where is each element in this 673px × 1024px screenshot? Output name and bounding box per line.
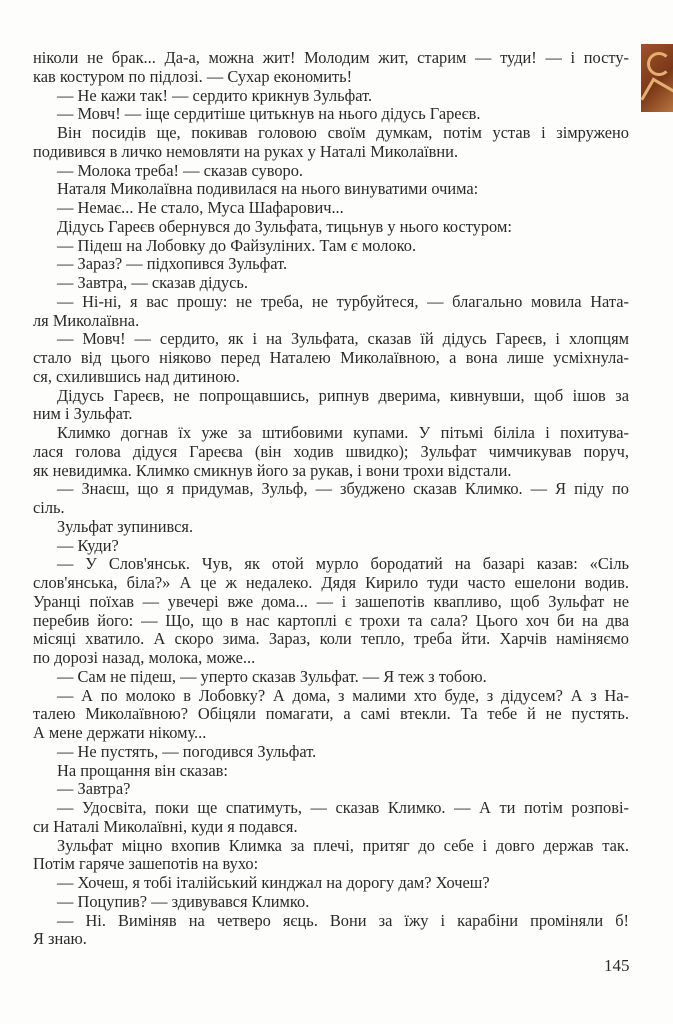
text-line: сіль.	[33, 498, 65, 517]
paragraph	[33, 762, 629, 781]
paragraph	[33, 912, 629, 950]
text-line: — Хочеш, я тобі італійський кинджал на дорогу дам? Хочеш?	[57, 873, 490, 892]
paragraph	[33, 124, 629, 162]
paragraph	[33, 387, 629, 425]
text-line: Зульфат міцно вхопив Климка за плечі, притяг до себе і довго держав так.	[57, 835, 629, 855]
paragraph	[33, 105, 629, 124]
text-line: — Ні-ні, я вас прошу: не треба, не турбуйтеся, — благально мовила Ната-	[57, 291, 629, 311]
text-line: На прощання він сказав:	[57, 760, 228, 780]
paragraph	[33, 837, 629, 875]
paragraph	[33, 799, 629, 837]
page-number: 145	[604, 956, 630, 975]
paragraph	[33, 687, 629, 743]
text-line: талею Миколаївною? Обіцяли помагати, а самі втекли. Та тебе й не пустять.	[33, 704, 629, 724]
text-line: — Мовч! — іще сердитіше цитькнув на нього дідусь Гареєв.	[57, 104, 481, 124]
text-line: кав костуром по підлозі. — Сухар економить!	[33, 66, 353, 86]
text-line: ля Миколаївна.	[33, 310, 140, 330]
text-line: — У Слов'янськ. Чув, як отой мурло бородатий на базарі казав: «Сіль	[57, 554, 629, 574]
paragraph	[33, 893, 629, 912]
text-line: — Удосвіта, поки ще спатимуть, — сказав Климко. — А ти потім розпові-	[57, 798, 629, 817]
paragraph	[33, 218, 629, 237]
paragraph	[33, 49, 629, 87]
text-line: стало від цього ніяково перед Наталею Миколаївною, а вона лише усміхнула-	[33, 348, 629, 367]
text-line: Климко догнав їх уже за штибовими купами. У пітьмі біліла і похитува-	[57, 423, 629, 442]
text-line: Уранці поїхав — увечері вже дома... — і зашепотів квапливо, щоб Зульфат не	[33, 591, 629, 611]
text-line: ся, схилившись над дитиною.	[33, 366, 240, 386]
text-line: — Знаєш, що я придумав, Зульф, — збуджено сказав Климко. — Я піду по	[57, 479, 629, 499]
paragraph	[33, 780, 629, 799]
text-line: Я знаю.	[33, 929, 87, 949]
text-line: — Підеш на Лобовку до Файзуліних. Там є молоко.	[57, 235, 417, 255]
text-line: — Ні. Виміняв на четверо яєць. Вони за їжу і карабіни проміняли б!	[57, 910, 629, 930]
paragraph	[33, 518, 629, 537]
text-line: місяці хватило. А скоро зима. Зараз, коли тепло, треба йти. Харчів наміняємо	[33, 629, 629, 649]
text-line: ним і Зульфат.	[33, 404, 133, 424]
text-line: Потім гаряче зашепотів на вухо:	[33, 854, 259, 874]
text-line: — Завтра, — сказав дідусь.	[57, 273, 248, 292]
paragraph	[33, 874, 629, 893]
paragraph	[33, 293, 629, 331]
text-line: ніколи не брак... Да-а, можна жит! Молодим жит, старим — туди! — і посту-	[33, 48, 629, 67]
paragraph	[33, 480, 629, 518]
paragraph	[33, 743, 629, 762]
text-line: як невидимка. Климко смикнув його за рукав, і вони трохи відстали.	[33, 460, 512, 480]
text-line: си Наталі Миколаївні, куди я подався.	[33, 816, 298, 836]
paragraph	[33, 162, 629, 181]
paragraph	[33, 424, 629, 480]
text-line: лася голова дідуся Гареєва (він ходив швидко); Зульфат чимчикував поруч,	[33, 441, 629, 461]
text-line: Зульфат зупинився.	[57, 516, 194, 536]
text-line: — Завтра?	[57, 779, 131, 799]
text-line: А мене держати нікому...	[33, 723, 207, 742]
paragraph	[33, 180, 629, 199]
text-line: — Не пустять, — погодився Зульфат.	[57, 741, 317, 761]
text-line: — Сам не підеш, — уперто сказав Зульфат. — Я теж з тобою.	[57, 666, 487, 686]
text-line: Дідусь Гареєв, не попрощавшись, рипнув дверима, кивнувши, щоб ішов за	[57, 385, 629, 405]
text-line: подивився в личко немовляти на руках у Наталі Миколаївни.	[33, 141, 459, 161]
text-line: Дідусь Гареєв обернувся до Зульфата, тицьнув у нього костуром:	[57, 216, 512, 236]
text-line: по дорозі назад, молока, може...	[33, 648, 256, 667]
text-line: слов'янська, біла?» А це ж недалеко. Дядя Кирило туди часто ешелони водив.	[33, 573, 629, 592]
paragraph	[33, 668, 629, 687]
body-text	[33, 49, 629, 949]
paragraph	[33, 537, 629, 556]
text-line: — Мовч! — сердито, як і на Зульфата, сказав їй дідусь Гареєв, і хлопцям	[57, 329, 629, 349]
text-line: — Немає... Не стало, Муса Шафарович...	[57, 198, 344, 217]
text-line: — Молока треба! — сказав суворо.	[57, 160, 304, 180]
text-line: перебив його: — Що, що в нас картоплі є трохи та сала? Цього хоч би на два	[33, 610, 629, 630]
paragraph	[33, 255, 629, 274]
text-line: Він посидів ще, покивав головою своїм думкам, потім устав і зімружено	[57, 123, 629, 142]
text-line: — Не кажи так! — сердито крикнув Зульфат.	[57, 85, 373, 105]
text-line: — Куди?	[57, 535, 119, 555]
text-line: — Поцупив? — здивувався Климко.	[57, 891, 310, 911]
decorative-ornament-image	[641, 44, 673, 112]
paragraph	[33, 274, 629, 293]
text-line: Наталя Миколаївна подивилася на нього винуватими очима:	[57, 179, 479, 199]
paragraph	[33, 555, 629, 668]
text-line: — А по молоко в Лобовку? А дома, з малими хто буде, з дідусем? А з На-	[57, 685, 629, 705]
paragraph	[33, 237, 629, 256]
paragraph	[33, 87, 629, 106]
paragraph	[33, 199, 629, 218]
text-line: — Зараз? — підхопився Зульфат.	[57, 254, 288, 274]
paragraph	[33, 330, 629, 386]
